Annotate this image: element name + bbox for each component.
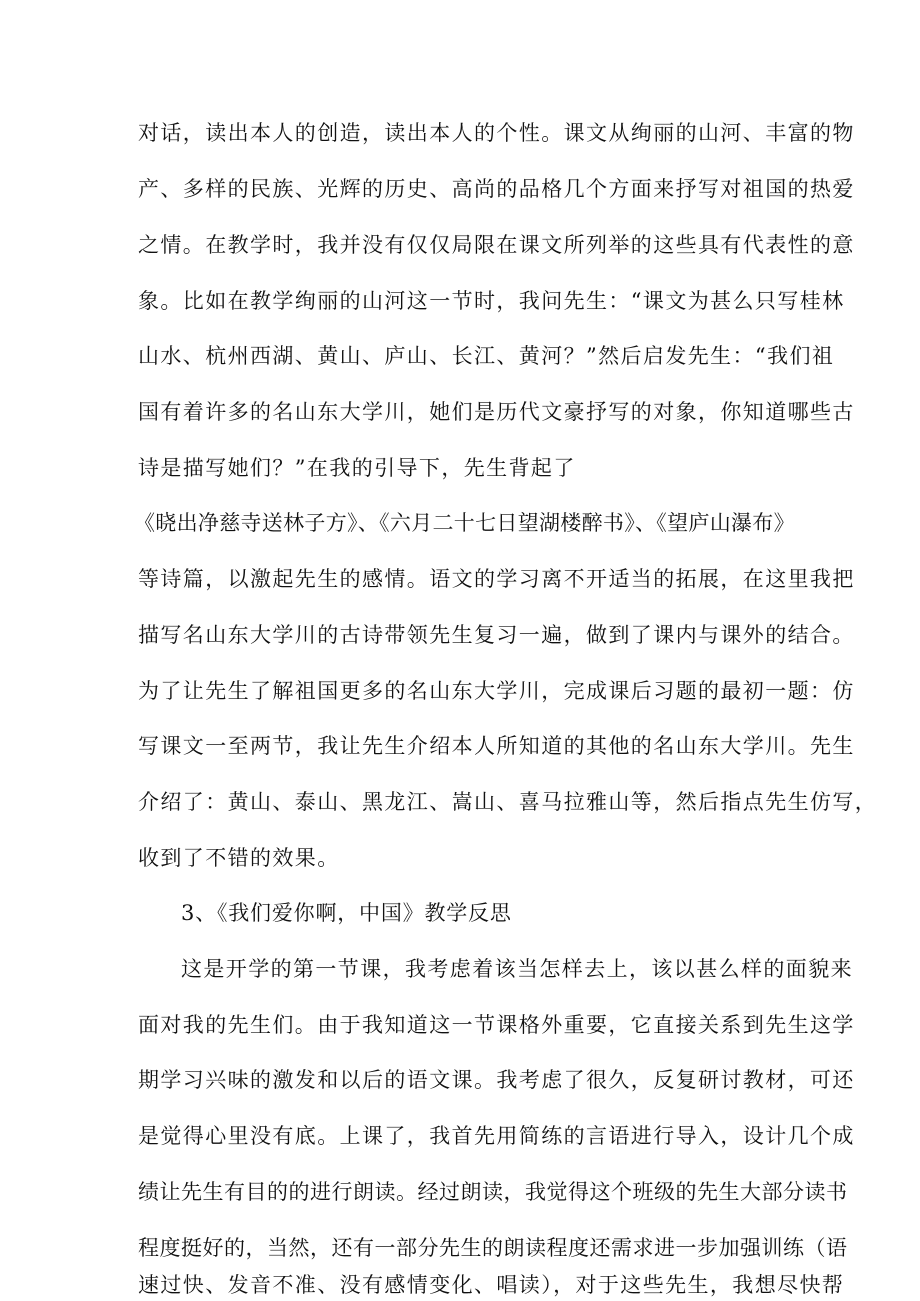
text-line: 介绍了：黄山、泰山、黑龙江、嵩山、喜马拉雅山等，然后指点先生仿写，: [138, 790, 878, 814]
section-heading: 3、《我们爱你啊，中国》教学反思: [181, 901, 512, 925]
text-line: 诗是描写她们？”在我的引导下，先生背起了: [138, 456, 576, 480]
text-line: 对话，读出本人的创造，读出本人的个性。课文从绚丽的山河、丰富的物: [138, 121, 855, 145]
text-line: 这是开学的第一节课，我考虑着该当怎样去上，该以甚么样的面貌来: [181, 957, 853, 981]
text-line: 《晓出净慈寺送林子方》、《六月二十七日望湖楼醉书》、《望庐山瀑布》: [134, 511, 795, 535]
text-line: 为了让先生了解祖国更多的名山东大学川，完成课后习题的最初一题：仿: [138, 679, 855, 703]
text-line: 之情。在教学时，我并没有仅仅局限在课文所列举的这些具有代表性的意: [138, 233, 855, 257]
text-line: 绩让先生有目的的进行朗读。经过朗读，我觉得这个班级的先生大部分读书: [138, 1180, 848, 1204]
text-line: 产、多样的民族、光辉的历史、高尚的品格几个方面来抒写对祖国的热爱: [138, 177, 855, 201]
text-line: 写课文一至两节，我让先生介绍本人所知道的其他的名山东大学川。先生: [138, 734, 855, 758]
text-line: 程度挺好的，当然，还有一部分先生的朗读程度还需求进一步加强训练（语: [138, 1236, 848, 1260]
text-line: 国有着许多的名山东大学川，她们是历代文豪抒写的对象，你知道哪些古: [138, 400, 855, 424]
text-line: 是觉得心里没有底。上课了，我首先用简练的言语进行导入，设计几个成: [138, 1124, 855, 1148]
text-line: 描写名山东大学川的古诗带领先生复习一遍，做到了课内与课外的结合。: [138, 623, 855, 647]
text-line: 收到了不错的效果。: [138, 846, 340, 870]
text-line: 等诗篇，以激起先生的感情。语文的学习离不开适当的拓展，在这里我把: [138, 567, 855, 591]
text-line: 面对我的先生们。由于我知道这一节课格外重要，它直接关系到先生这学: [138, 1013, 855, 1037]
text-line: 期学习兴味的激发和以后的语文课。我考虑了很久，反复研讨教材，可还: [138, 1068, 855, 1092]
text-line: 速过快、发音不准、没有感情变化、唱读），对于这些先生，我想尽快帮: [138, 1273, 845, 1297]
text-line: 山水、杭州西湖、黄山、庐山、长江、黄河？”然后启发先生：“我们祖: [138, 344, 835, 368]
text-line: 象。比如在教学绚丽的山河这一节时，我问先生：“课文为甚么只写桂林: [138, 289, 845, 313]
